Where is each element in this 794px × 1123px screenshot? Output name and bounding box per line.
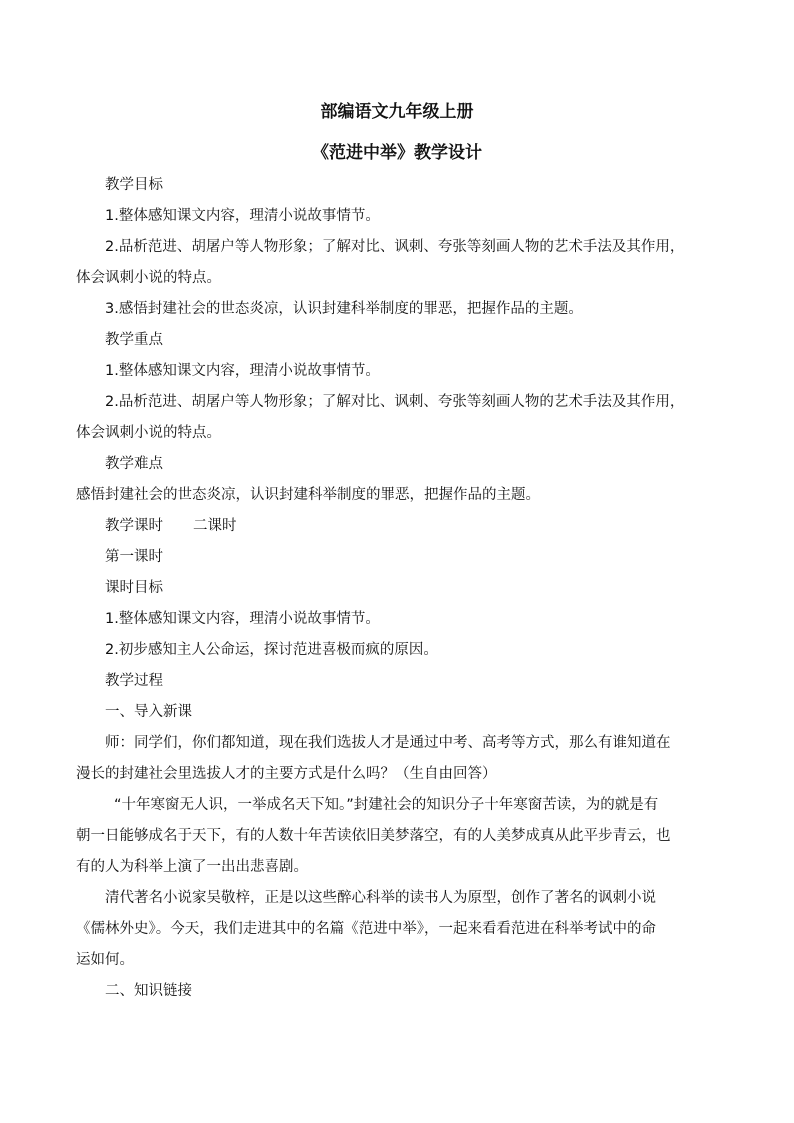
paragraph-continuation: 体会讽刺小说的特点。 (76, 425, 221, 441)
paragraph-continuation: 《儒林外史》。今天，我们走进其中的名篇《范进中举》，一起来看看范进在科举考试中的命 (76, 921, 656, 937)
heading-teaching-process: 教学过程 (105, 673, 163, 689)
paragraph: “十年寒窗无人识，一举成名天下知。”封建社会的知识分子十年寒窗苦读，为的就是有 (114, 797, 659, 813)
heading-difficulties: 教学难点 (105, 456, 163, 472)
paragraph: 师：同学们，你们都知道，现在我们选拔人才是通过中考、高考等方式，那么有谁知道在 (105, 735, 671, 751)
heading-section-1: 一、导入新课 (105, 704, 192, 720)
paragraph-continuation: 运如何。 (76, 952, 134, 968)
paragraph: 2.品析范进、胡屠户等人物形象；了解对比、讽刺、夸张等刻画人物的艺术手法及其作用， (105, 394, 685, 410)
paragraph: 感悟封建社会的世态炎凉，认识封建科举制度的罪恶，把握作品的主题。 (76, 487, 540, 503)
paragraph: 1.整体感知课文内容，理清小说故事情节。 (105, 611, 380, 627)
paragraph: 2.初步感知主人公命运，探讨范进喜极而疯的原因。 (105, 642, 438, 658)
class-hours-label: 教学课时 (105, 518, 163, 534)
paragraph-continuation: 漫长的封建社会里选拔人才的主要方式是什么吗？（生自由回答） (76, 766, 497, 782)
paragraph-continuation: 朝一日能够成名于天下，有的人数十年苦读依旧美梦落空，有的人美梦成真从此平步青云，也 (76, 828, 671, 844)
heading-first-lesson: 第一课时 (105, 549, 163, 565)
document-body (76, 170, 721, 1007)
paragraph-continuation: 有的人为科举上演了一出出悲喜剧。 (76, 859, 308, 875)
heading-lesson-goals: 课时目标 (105, 580, 163, 596)
document-subtitle: 《范进中举》教学设计 (312, 143, 482, 163)
heading-section-2: 二、知识链接 (105, 983, 192, 999)
document-title: 部编语文九年级上册 (320, 102, 474, 122)
paragraph: 清代著名小说家吴敬梓，正是以这些醉心科举的读书人为原型，创作了著名的讽刺小说 (105, 890, 656, 906)
paragraph-continuation: 体会讽刺小说的特点。 (76, 270, 221, 286)
paragraph: 3.感悟封建社会的世态炎凉，认识封建科举制度的罪恶，把握作品的主题。 (105, 301, 583, 317)
paragraph: 1.整体感知课文内容，理清小说故事情节。 (105, 208, 380, 224)
class-hours-value: 二课时 (193, 518, 237, 534)
class-hours-line (76, 511, 721, 542)
paragraph: 2.品析范进、胡屠户等人物形象；了解对比、讽刺、夸张等刻画人物的艺术手法及其作用， (105, 239, 685, 255)
heading-teaching-goals: 教学目标 (105, 177, 163, 193)
heading-key-points: 教学重点 (105, 332, 163, 348)
paragraph: 1.整体感知课文内容，理清小说故事情节。 (105, 363, 380, 379)
